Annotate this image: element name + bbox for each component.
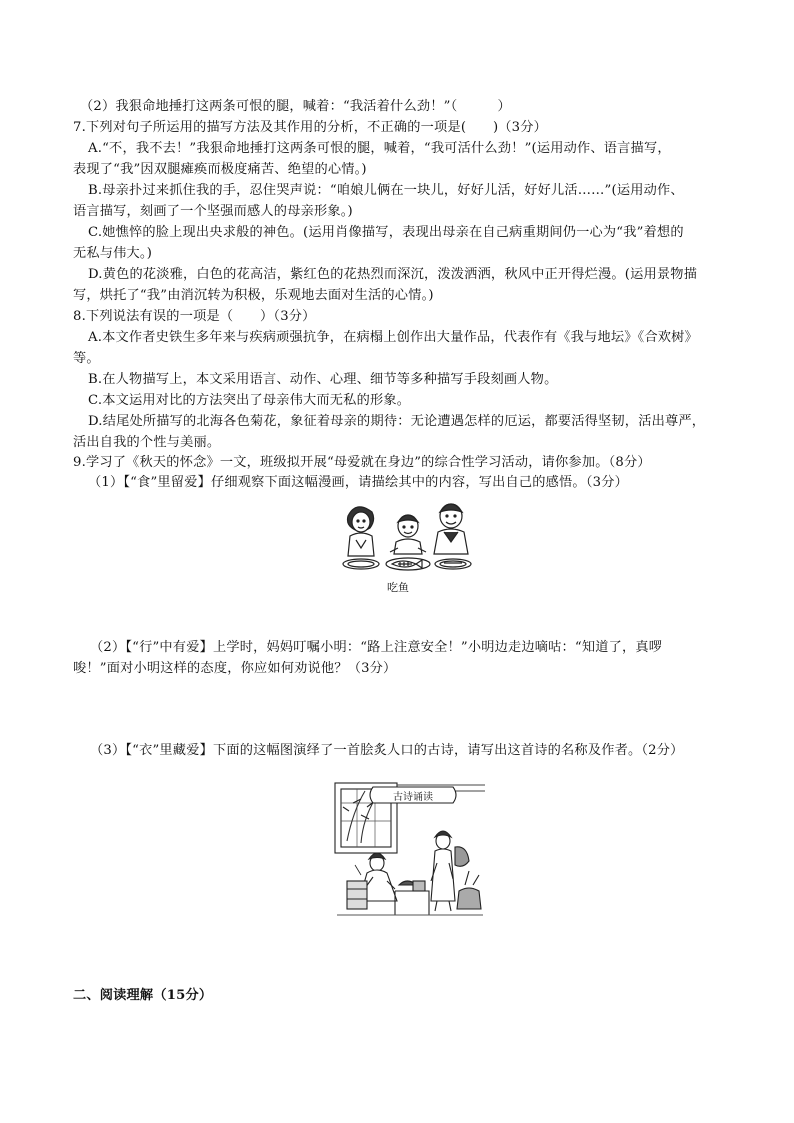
poem-recitation-sign — [370, 787, 456, 803]
question-9-part-1: （1）【“食”里留爱】仔细观察下面这幅漫画，请描绘其中的内容，写出自己的感悟。（3分） — [88, 475, 628, 490]
question-7-option-d: D.黄色的花淡雅，白色的花高洁，紫红色的花热烈而深沉，泼泼洒洒，秋风中正开得烂漫。(运用景物描 — [88, 267, 698, 282]
question-9-part-2-cont: 唆！”面对小明这样的态度，你应如何劝说他？（3分） — [73, 661, 397, 676]
question-8-option-b: B.在人物描写上，本文采用语言、动作、心理、细节等多种描写手段刻画人物。 — [88, 372, 558, 387]
question-8-option-c: C.本文运用对比的方法突出了母亲伟大而无私的形象。 — [88, 393, 411, 408]
ancient-poem-illustration — [333, 781, 487, 919]
question-7-option-b-cont: 语言描写，刻画了一个坚强而感人的母亲形象。) — [73, 204, 353, 219]
question-7-option-b: B.母亲扑过来抓住我的手，忍住哭声说：“咱娘儿俩在一块儿，好好儿活，好好儿活……”(运用动作、 — [88, 183, 684, 198]
question-8-option-a-cont: 等。 — [73, 351, 100, 366]
eating-fish-cartoon — [336, 496, 476, 578]
question-8-stem: 8.下列说法有误的一项是（ ）（3分） — [73, 309, 316, 324]
cartoon-caption: 吃鱼 — [387, 581, 409, 594]
question-8-option-d: D.结尾处所描写的北海各色菊花，象征着母亲的期待：无论遭遇怎样的厄运，都要活得坚韧，活出尊严， — [88, 414, 706, 429]
question-7-option-a: A.“不，我不去！”我狠命地捶打这两条可恨的腿，喊着，“我可活什么劲！”(运用动作、语言描写， — [88, 141, 671, 156]
question-7-stem: 7.下列对句子所运用的描写方法及其作用的分析，不正确的一项是( )（3分） — [73, 120, 548, 135]
question-6-item-2: （2）我狠命地捶打这两条可恨的腿，喊着：“我活着什么劲！”（ ） — [80, 99, 511, 114]
question-9-part-2: （2）【“行”中有爱】上学时，妈妈叮嘱小明：“路上注意安全！”小明边走边嘀咕：“知道了，真啰 — [90, 640, 663, 655]
question-9-part-3: （3）【“衣”里藏爱】下面的这幅图演绎了一首脍炙人口的古诗，请写出这首诗的名称及作者。（2分） — [90, 743, 684, 758]
question-8-option-a: A.本文作者史铁生多年来与疾病顽强抗争，在病榻上创作出大量作品，代表作有《我与地坛》《合欢树》 — [88, 330, 698, 345]
question-7-option-c-cont: 无私与伟大。) — [73, 246, 153, 261]
section-2-heading: 二、阅读理解（15分） — [73, 988, 213, 1003]
question-7-option-a-cont: 表现了“我”因双腿瘫痪而极度痛苦、绝望的心情。) — [73, 162, 367, 177]
question-7-option-c: C.她憔悴的脸上现出央求般的神色。(运用肖像描写，表现出母亲在自己病重期间仍一心为“我”着想的 — [88, 225, 684, 240]
question-8-option-d-cont: 活出自我的个性与美丽。 — [73, 435, 221, 450]
sign-text: 古诗诵读 — [393, 792, 433, 803]
question-9-stem: 9.学习了《秋天的怀念》一文，班级拟开展“母爱就在身边”的综合性学习活动，请你参加。（8分） — [73, 455, 651, 470]
question-7-option-d-cont: 写，烘托了“我”由消沉转为积极，乐观地去面对生活的心情。) — [73, 288, 434, 303]
